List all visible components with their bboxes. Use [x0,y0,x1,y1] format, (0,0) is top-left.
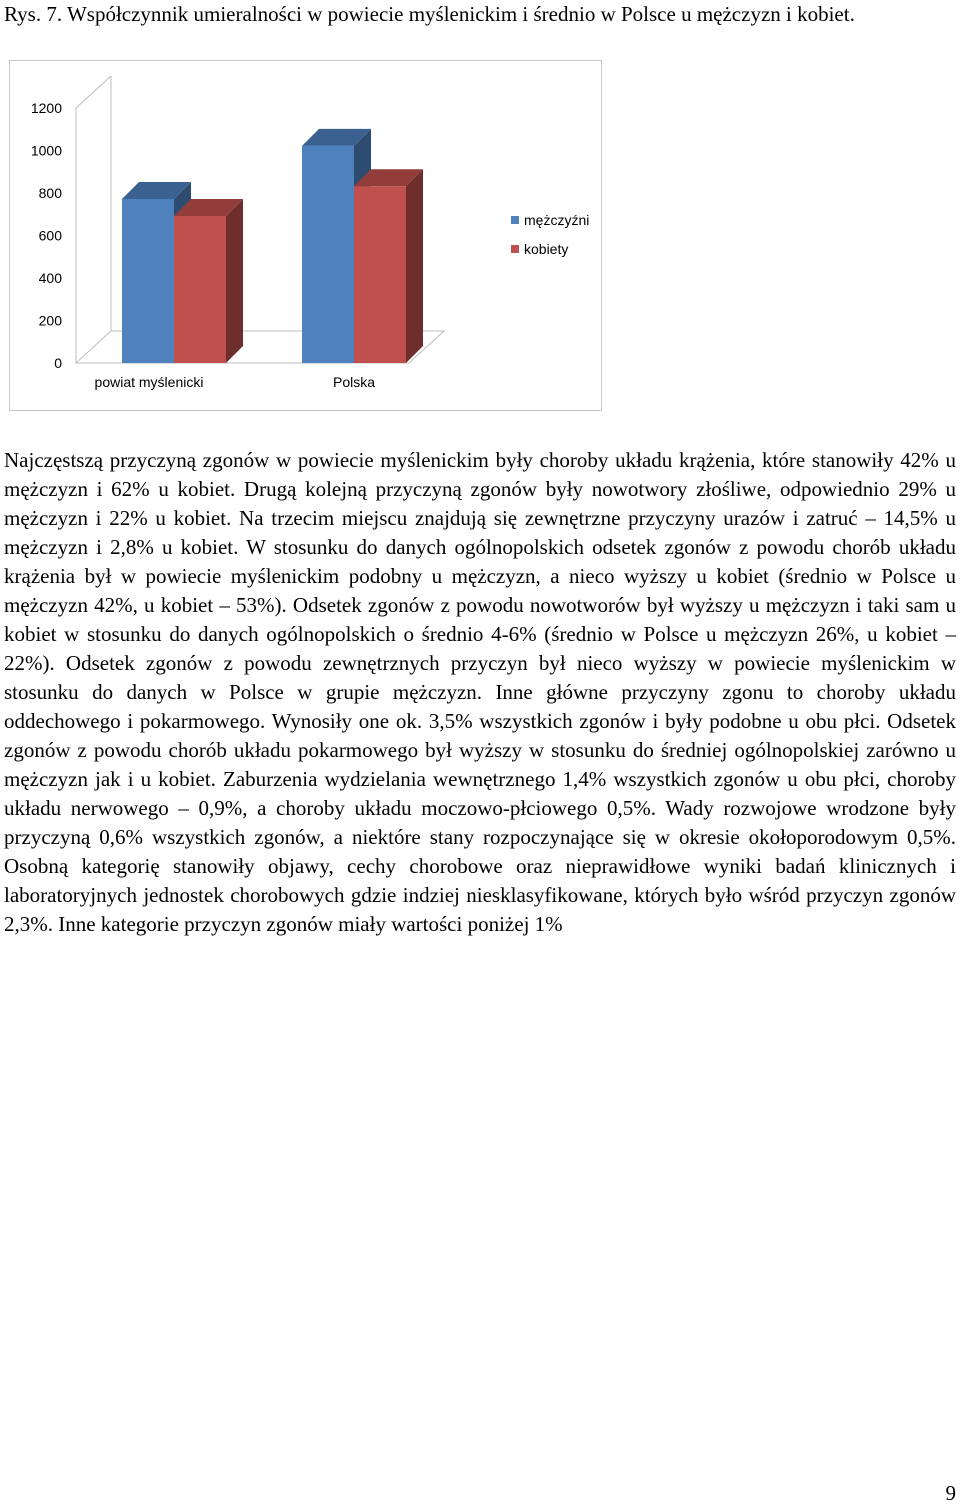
y-tick-label: 600 [38,227,62,244]
page-number: 9 [945,1481,956,1505]
legend-swatch [511,245,519,253]
y-tick-label: 800 [38,185,62,201]
bar [302,146,354,363]
body-paragraph: Najczęstszą przyczyną zgonów w powiecie myślenickim były choroby układu krążenia, które stanowiły 42% u mężczyzn i 62% u kobiet. Drugą kolejną przyczyną zgonów były nowotwory złośliwe, odpowiednio 29% u mężczyzn i 22% u kobiet. Na trzecim miejscu znajdują się zewnętrzne przyczyny urazów i zatruć – 14,5% u mężczyzn i 2,8% u kobiet. W stosunku do danych ogólnopolskich odsetek zgonów z powodu chorób układu krążenia był w powiecie myślenickim podobny u mężczyzn, a nieco wyższy u kobiet (średnio w Polsce u mężczyzn 42%, u kobiet – 53%). Odsetek zgonów z powodu nowotworów był wyższy u mężczyzn i taki sam u kobiet w stosunku do danych ogólnopolskich o średnio 4-6% (średnio w Polsce u mężczyzn 26%, u kobiet – 22%). Odsetek zgonów z powodu zewnętrznych przyczyn był nieco wyższy w powiecie myślenickim w stosunku do danych w Polsce w grupie mężczyzn. Inne główne przyczyny zgonu to choroby układu oddechowego i pokarmowego. Wynosiły one ok. 3,5% wszystkich zgonów i były podobne u obu płci. Odsetek zgonów z powodu chorób układu pokarmowego był wyższy w stosunku do średniej ogólnopolskiej zarówno u mężczyzn jak i u kobiet. Zaburzenia wydzielania wewnętrznego 1,4% wszystkich zgonów u obu płci, choroby układu nerwowego – 0,9%, a choroby układu moczowo-płciowego 0,5%. Wady rozwojowe wrodzone były przyczyną 0,6% wszystkich zgonów, a niektóre stany rozpoczynające się w okresie okołoporodowym 0,5%. Osobną kategorię stanowiły objawy, cechy chorobowe oraz nieprawidłowe wyniki badań klinicznych i laboratoryjnych jednostek chorobowych gdzie indziej niesklasyfikowane, których było wśród przyczyn zgonów 2,3%. Inne kategorie przyczyn zgonów miały wartości poniżej 1% [4,448,956,936]
legend-label: kobiety [524,241,569,257]
bar-side [406,169,423,363]
chart-svg [9,60,602,411]
y-tick-label: 400 [38,270,62,286]
legend-swatch [511,216,519,224]
y-tick-label: 1200 [30,100,62,116]
y-tick-label: 200 [38,312,62,329]
legend-label: mężczyźni [524,212,590,228]
y-tick-label: 1000 [30,142,62,159]
mortality-bar-chart [9,60,602,411]
bar-side [226,199,243,363]
bar [354,186,406,363]
y-tick-label: 0 [54,355,62,371]
x-tick-label: Polska [332,374,376,390]
x-tick-label: powiat myślenicki [94,374,204,390]
bar [174,216,226,363]
bar [122,199,174,363]
figure-caption: Rys. 7. Współczynnik umieralności w powiecie myślenickim i średnio w Polsce u mężczyzn i kobiet. [4,2,855,26]
